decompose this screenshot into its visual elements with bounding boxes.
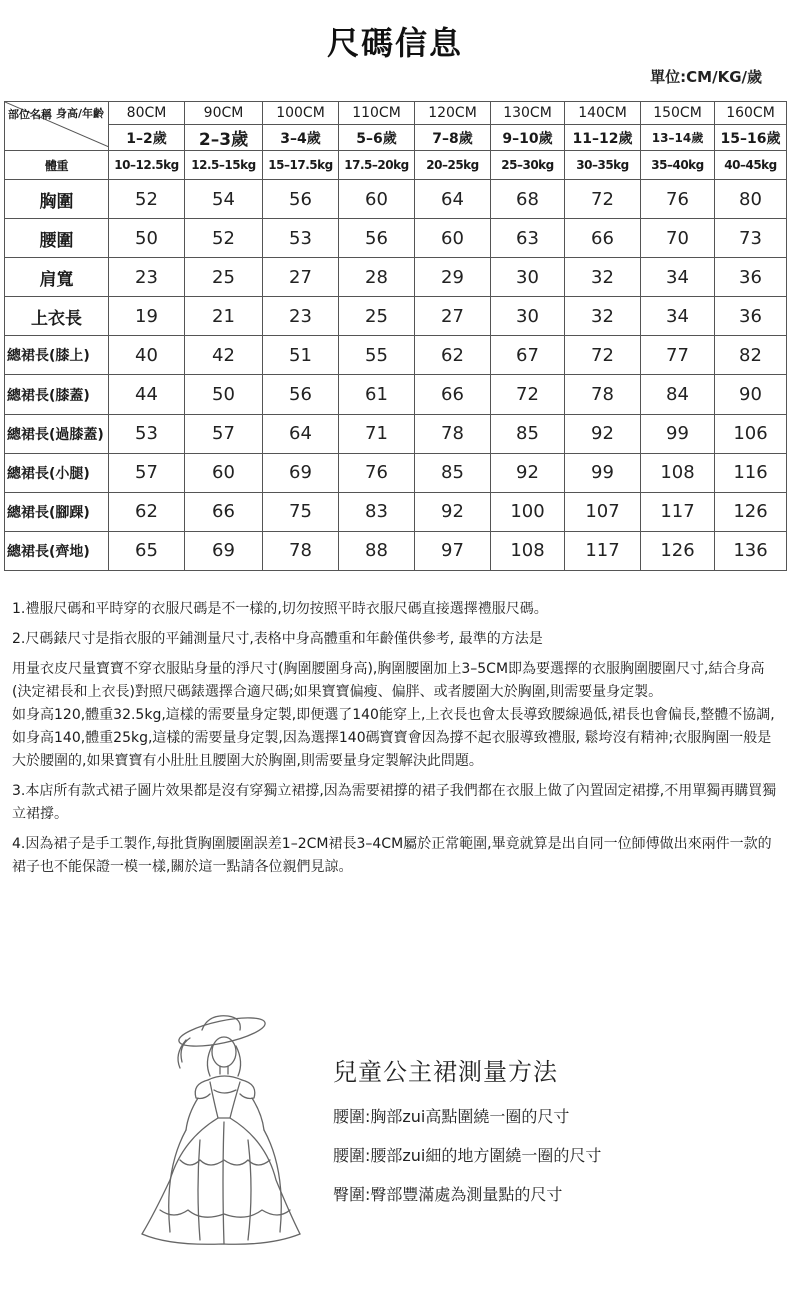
weight-cell: 35–40kg [641, 151, 715, 180]
table-cell: 42 [185, 336, 263, 375]
measure-line-1: 腰圍:胸部zui高點圍繞一圈的尺寸 [333, 1107, 570, 1126]
table-row [5, 297, 787, 336]
table-cell: 28 [339, 258, 415, 297]
note-4: 4.因為裙子是手工製作,每批貨胸圍腰圍誤差1–2CM裙長3–4CM屬於正常範圍,畢竟就算是出自同一位師傅做出來兩件一款的裙子也不能保證一模一樣,關於這一點請各位親們見諒。 [12, 836, 772, 875]
table-cell: 44 [109, 375, 185, 414]
row-label: 總裙長(膝上) [5, 336, 109, 375]
table-cell: 40 [109, 336, 185, 375]
table-cell: 117 [565, 531, 641, 570]
table-cell: 92 [491, 453, 565, 492]
table-cell: 68 [491, 180, 565, 219]
table-cell: 67 [491, 336, 565, 375]
table-cell: 54 [185, 180, 263, 219]
table-cell: 62 [109, 492, 185, 531]
table-row [5, 492, 787, 531]
weight-cell: 25–30kg [491, 151, 565, 180]
table-cell: 72 [491, 375, 565, 414]
table-cell: 77 [641, 336, 715, 375]
unit-label: 單位:CM/KG/歲 [650, 68, 762, 86]
row-label: 肩寬 [5, 258, 109, 297]
table-cell: 66 [415, 375, 491, 414]
table-cell: 53 [109, 414, 185, 453]
row-label: 總裙長(腳踝) [5, 492, 109, 531]
weight-cell: 20–25kg [415, 151, 491, 180]
table-row [5, 375, 787, 414]
table-cell: 63 [491, 219, 565, 258]
table-cell: 70 [641, 219, 715, 258]
corner-part-label: 部位名稱 [8, 108, 52, 121]
table-cell: 61 [339, 375, 415, 414]
table-cell: 108 [491, 531, 565, 570]
table-cell: 27 [415, 297, 491, 336]
age-cell: 9–10歲 [491, 125, 565, 151]
age-cell: 7–8歲 [415, 125, 491, 151]
measurement-rows [5, 180, 787, 571]
table-cell: 126 [715, 492, 787, 531]
table-cell: 72 [565, 180, 641, 219]
measure-line-3: 臀圍:臀部豐滿處為測量點的尺寸 [333, 1185, 563, 1204]
table-cell: 107 [565, 492, 641, 531]
height-cell: 150CM [641, 102, 715, 125]
table-cell: 21 [185, 297, 263, 336]
note-2-example: 如身高120,體重32.5kg,這樣的需要量身定製,即便選了140能穿上,上衣長也會太長導致腰線過低,裙長也會偏長,整體不協調,如身高140,體重25kg,這樣的需要量身定製,因為選擇140碼寶寶會因為撐不起衣服導致禮服, 鬆垮沒有精神;衣服胸圍一般是大於腰圍的,如果寶寶有小肚肚且腰圍大於胸圍,則需要量身定製解決此問題。 [12, 707, 775, 769]
table-row [5, 531, 787, 570]
weight-row [5, 151, 787, 180]
measure-title: 兒童公主裙測量方法 [333, 1058, 558, 1086]
table-cell: 117 [641, 492, 715, 531]
table-cell: 71 [339, 414, 415, 453]
table-cell: 51 [263, 336, 339, 375]
note-2-detail: 用量衣皮尺量寶寶不穿衣服貼身量的淨尺寸(胸圍腰圍身高),胸圍腰圍加上3–5CM即為要選擇的衣服胸圍腰圍尺寸,結合身高(決定裙長和上衣長)對照尺碼錶選擇合適尺碼;如果寶寶偏瘦、偏胖、或者腰圍大於胸圍,則需要量身定製。 [12, 661, 765, 700]
table-cell: 60 [185, 453, 263, 492]
row-label: 總裙長(小腿) [5, 453, 109, 492]
table-cell: 75 [263, 492, 339, 531]
age-cell: 13–14歲 [641, 125, 715, 151]
weight-cell: 17.5–20kg [339, 151, 415, 180]
row-label: 總裙長(膝蓋) [5, 375, 109, 414]
table-cell: 50 [109, 219, 185, 258]
height-cell: 80CM [109, 102, 185, 125]
height-row [5, 102, 787, 125]
age-cell: 11–12歲 [565, 125, 641, 151]
size-chart-table [4, 101, 787, 571]
table-cell: 66 [185, 492, 263, 531]
row-label: 上衣長 [5, 297, 109, 336]
table-cell: 108 [641, 453, 715, 492]
table-row [5, 258, 787, 297]
height-cell: 110CM [339, 102, 415, 125]
age-cell: 3–4歲 [263, 125, 339, 151]
table-cell: 85 [415, 453, 491, 492]
table-cell: 62 [415, 336, 491, 375]
height-cell: 160CM [715, 102, 787, 125]
table-cell: 50 [185, 375, 263, 414]
table-cell: 57 [109, 453, 185, 492]
table-cell: 34 [641, 297, 715, 336]
table-cell: 76 [339, 453, 415, 492]
table-cell: 64 [263, 414, 339, 453]
measure-line-2: 腰圍:腰部zui細的地方圍繞一圈的尺寸 [333, 1146, 602, 1165]
table-cell: 29 [415, 258, 491, 297]
table-row [5, 453, 787, 492]
weight-cell: 10–12.5kg [109, 151, 185, 180]
table-cell: 60 [415, 219, 491, 258]
table-cell: 76 [641, 180, 715, 219]
note-2: 2.尺碼錶尺寸是指衣服的平鋪測量尺寸,表格中身高體重和年齡僅供參考, 最準的方法是 [12, 631, 543, 647]
table-cell: 82 [715, 336, 787, 375]
height-cell: 90CM [185, 102, 263, 125]
table-row [5, 414, 787, 453]
table-cell: 56 [263, 375, 339, 414]
table-row [5, 336, 787, 375]
table-cell: 99 [641, 414, 715, 453]
weight-cell: 15–17.5kg [263, 151, 339, 180]
height-cell: 120CM [415, 102, 491, 125]
table-cell: 116 [715, 453, 787, 492]
table-cell: 36 [715, 297, 787, 336]
row-label: 總裙長(齊地) [5, 531, 109, 570]
page-title: 尺碼信息 [326, 24, 463, 62]
height-cell: 100CM [263, 102, 339, 125]
weight-cell: 40–45kg [715, 151, 787, 180]
table-cell: 27 [263, 258, 339, 297]
table-cell: 90 [715, 375, 787, 414]
table-cell: 106 [715, 414, 787, 453]
table-cell: 85 [491, 414, 565, 453]
table-cell: 72 [565, 336, 641, 375]
table-cell: 56 [263, 180, 339, 219]
table-cell: 84 [641, 375, 715, 414]
table-cell: 30 [491, 297, 565, 336]
table-cell: 55 [339, 336, 415, 375]
table-cell: 30 [491, 258, 565, 297]
row-label: 腰圍 [5, 219, 109, 258]
table-cell: 34 [641, 258, 715, 297]
table-cell: 78 [263, 531, 339, 570]
age-cell: 1–2歲 [109, 125, 185, 151]
table-row [5, 180, 787, 219]
table-cell: 100 [491, 492, 565, 531]
table-cell: 69 [185, 531, 263, 570]
weight-cell: 12.5–15kg [185, 151, 263, 180]
table-cell: 92 [415, 492, 491, 531]
age-cell: 2–3歲 [185, 125, 263, 151]
table-cell: 80 [715, 180, 787, 219]
age-cell: 15–16歲 [715, 125, 787, 151]
table-cell: 32 [565, 258, 641, 297]
table-cell: 78 [565, 375, 641, 414]
note-3: 3.本店所有款式裙子圖片效果都是沒有穿獨立裙撐,因為需要裙撐的裙子我們都在衣服上做了內置固定裙撐,不用單獨再購買獨立裙撐。 [12, 783, 777, 822]
weight-label: 體重 [5, 151, 109, 180]
corner-height-age-label: 身高/年齡 [55, 107, 104, 120]
table-corner-cell [5, 102, 109, 151]
table-cell: 88 [339, 531, 415, 570]
table-cell: 92 [565, 414, 641, 453]
table-cell: 52 [109, 180, 185, 219]
notes-section [12, 598, 782, 879]
princess-dress-illustration [130, 1010, 310, 1250]
age-cell: 5–6歲 [339, 125, 415, 151]
row-label: 總裙長(過膝蓋) [5, 414, 109, 453]
height-cell: 140CM [565, 102, 641, 125]
age-row [5, 125, 787, 151]
table-cell: 73 [715, 219, 787, 258]
table-cell: 78 [415, 414, 491, 453]
table-cell: 25 [339, 297, 415, 336]
row-label: 胸圍 [5, 180, 109, 219]
note-1: 1.禮服尺碼和平時穿的衣服尺碼是不一樣的,切勿按照平時衣服尺碼直接選擇禮服尺碼。 [12, 601, 548, 617]
table-cell: 53 [263, 219, 339, 258]
table-cell: 23 [263, 297, 339, 336]
table-cell: 136 [715, 531, 787, 570]
table-row [5, 219, 787, 258]
table-cell: 36 [715, 258, 787, 297]
table-cell: 56 [339, 219, 415, 258]
table-cell: 60 [339, 180, 415, 219]
table-cell: 99 [565, 453, 641, 492]
table-cell: 69 [263, 453, 339, 492]
table-cell: 64 [415, 180, 491, 219]
height-cell: 130CM [491, 102, 565, 125]
table-cell: 66 [565, 219, 641, 258]
table-cell: 57 [185, 414, 263, 453]
table-cell: 126 [641, 531, 715, 570]
weight-cell: 30–35kg [565, 151, 641, 180]
table-cell: 19 [109, 297, 185, 336]
table-cell: 23 [109, 258, 185, 297]
table-cell: 65 [109, 531, 185, 570]
table-cell: 25 [185, 258, 263, 297]
table-cell: 83 [339, 492, 415, 531]
table-cell: 52 [185, 219, 263, 258]
table-cell: 32 [565, 297, 641, 336]
table-cell: 97 [415, 531, 491, 570]
